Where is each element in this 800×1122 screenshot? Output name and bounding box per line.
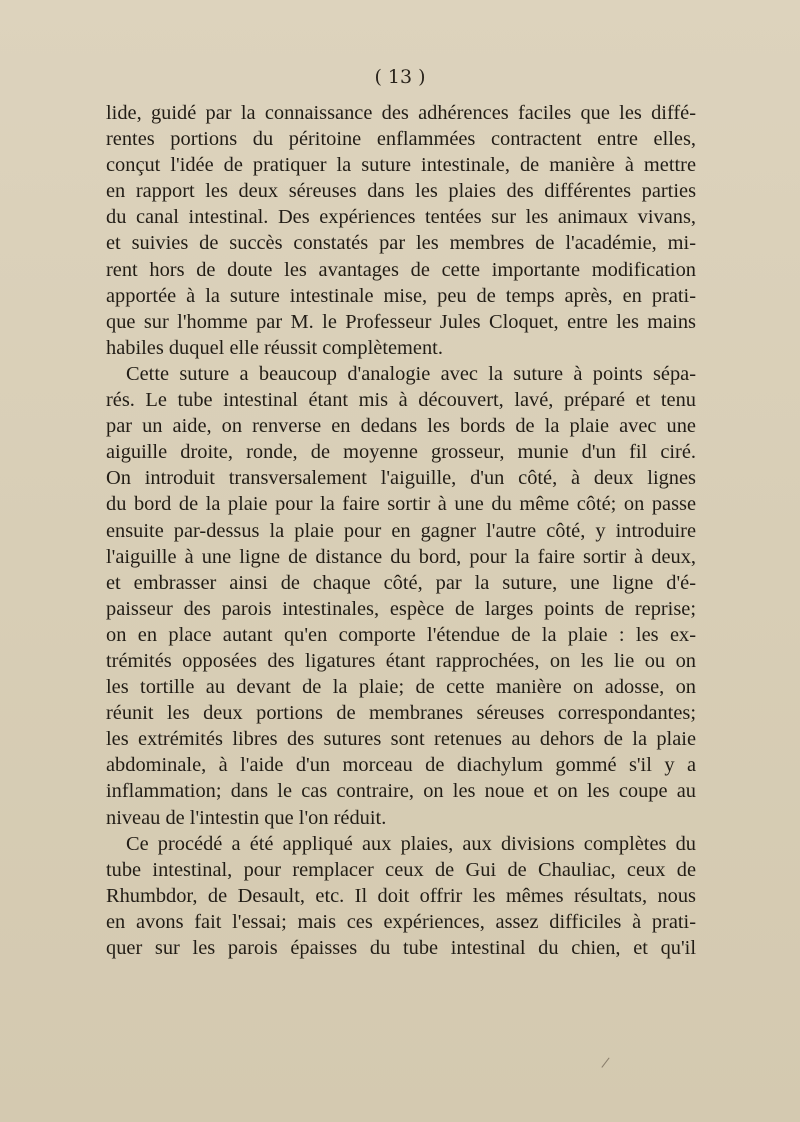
text-line: conçut l'idée de pratiquer la suture intestinale, de manière à mettre	[106, 154, 696, 177]
text-line: les tortille au devant de la plaie; de cette manière on adosse, on	[106, 676, 696, 699]
text-line: quer sur les parois épaisses du tube intestinal du chien, et qu'il	[106, 937, 696, 959]
text-line: Ce procédé a été appliqué aux plaies, aux divisions complètes du	[126, 832, 696, 855]
text-line: et embrasser ainsi de chaque côté, par la suture, une ligne d'é-	[106, 571, 696, 594]
text-line: aiguille droite, ronde, de moyenne grosseur, munie d'un fil ciré.	[106, 441, 696, 464]
text-line: tube intestinal, pour remplacer ceux de Gui de Chauliac, ceux de	[106, 858, 696, 881]
text-line: abdominale, à l'aide d'un morceau de diachylum gommé s'il y a	[106, 754, 696, 777]
text-line: du bord de la plaie pour la faire sortir à une du même côté; on passe	[106, 493, 696, 516]
ink-mark: /	[600, 1054, 611, 1072]
text-line: par un aide, on renverse en dedans les bords de la plaie avec une	[106, 415, 696, 438]
text-line: rent hors de doute les avantages de cette importante modification	[106, 258, 696, 281]
text-line: inflammation; dans le cas contraire, on les noue et on les coupe au	[106, 780, 696, 803]
text-line: que sur l'homme par M. le Professeur Jules Cloquet, entre les mains	[106, 310, 696, 333]
text-line: du canal intestinal. Des expériences tentées sur les animaux vivans,	[106, 206, 696, 229]
text-line: les extrémités libres des sutures sont retenues au dehors de la plaie	[106, 728, 696, 751]
text-line: habiles duquel elle réussit complètement.	[106, 336, 443, 359]
text-line: paisseur des parois intestinales, espèce de larges points de reprise;	[106, 597, 696, 620]
text-line: Rhumbdor, de Desault, etc. Il doit offrir les mêmes résultats, nous	[106, 884, 696, 907]
text-line: et suivies de succès constatés par les membres de l'académie, mi-	[106, 232, 696, 255]
text-line: ensuite par-dessus la plaie pour en gagner l'autre côté, y introduire	[106, 519, 696, 542]
text-line: réunit les deux portions de membranes séreuses correspondantes;	[106, 702, 696, 725]
text-line: en avons fait l'essai; mais ces expériences, assez difficiles à prati-	[106, 910, 696, 933]
text-line: rés. Le tube intestinal étant mis à découvert, lavé, préparé et tenu	[106, 389, 696, 412]
text-line: apportée à la suture intestinale mise, peu de temps après, en prati-	[106, 284, 696, 307]
text-line: trémités opposées des ligatures étant rapprochées, on les lie ou on	[106, 649, 696, 672]
text-line: niveau de l'intestin que l'on réduit.	[106, 806, 387, 829]
text-line: en rapport les deux séreuses dans les plaies des différentes parties	[106, 180, 696, 203]
text-line: rentes portions du péritoine enflammées contractent entre elles,	[106, 128, 696, 151]
page-number: ( 13 )	[374, 66, 426, 88]
text-line: On introduit transversalement l'aiguille, d'un côté, à deux lignes	[106, 467, 696, 490]
text-line: on en place autant qu'en comporte l'étendue de la plaie : les ex-	[106, 623, 696, 646]
text-line: lide, guidé par la connaissance des adhérences faciles que les diffé-	[106, 102, 696, 124]
text-line: Cette suture a beaucoup d'analogie avec la suture à points sépa-	[126, 362, 696, 385]
body-text	[106, 100, 696, 961]
text-line: l'aiguille à une ligne de distance du bord, pour la faire sortir à deux,	[106, 545, 696, 568]
